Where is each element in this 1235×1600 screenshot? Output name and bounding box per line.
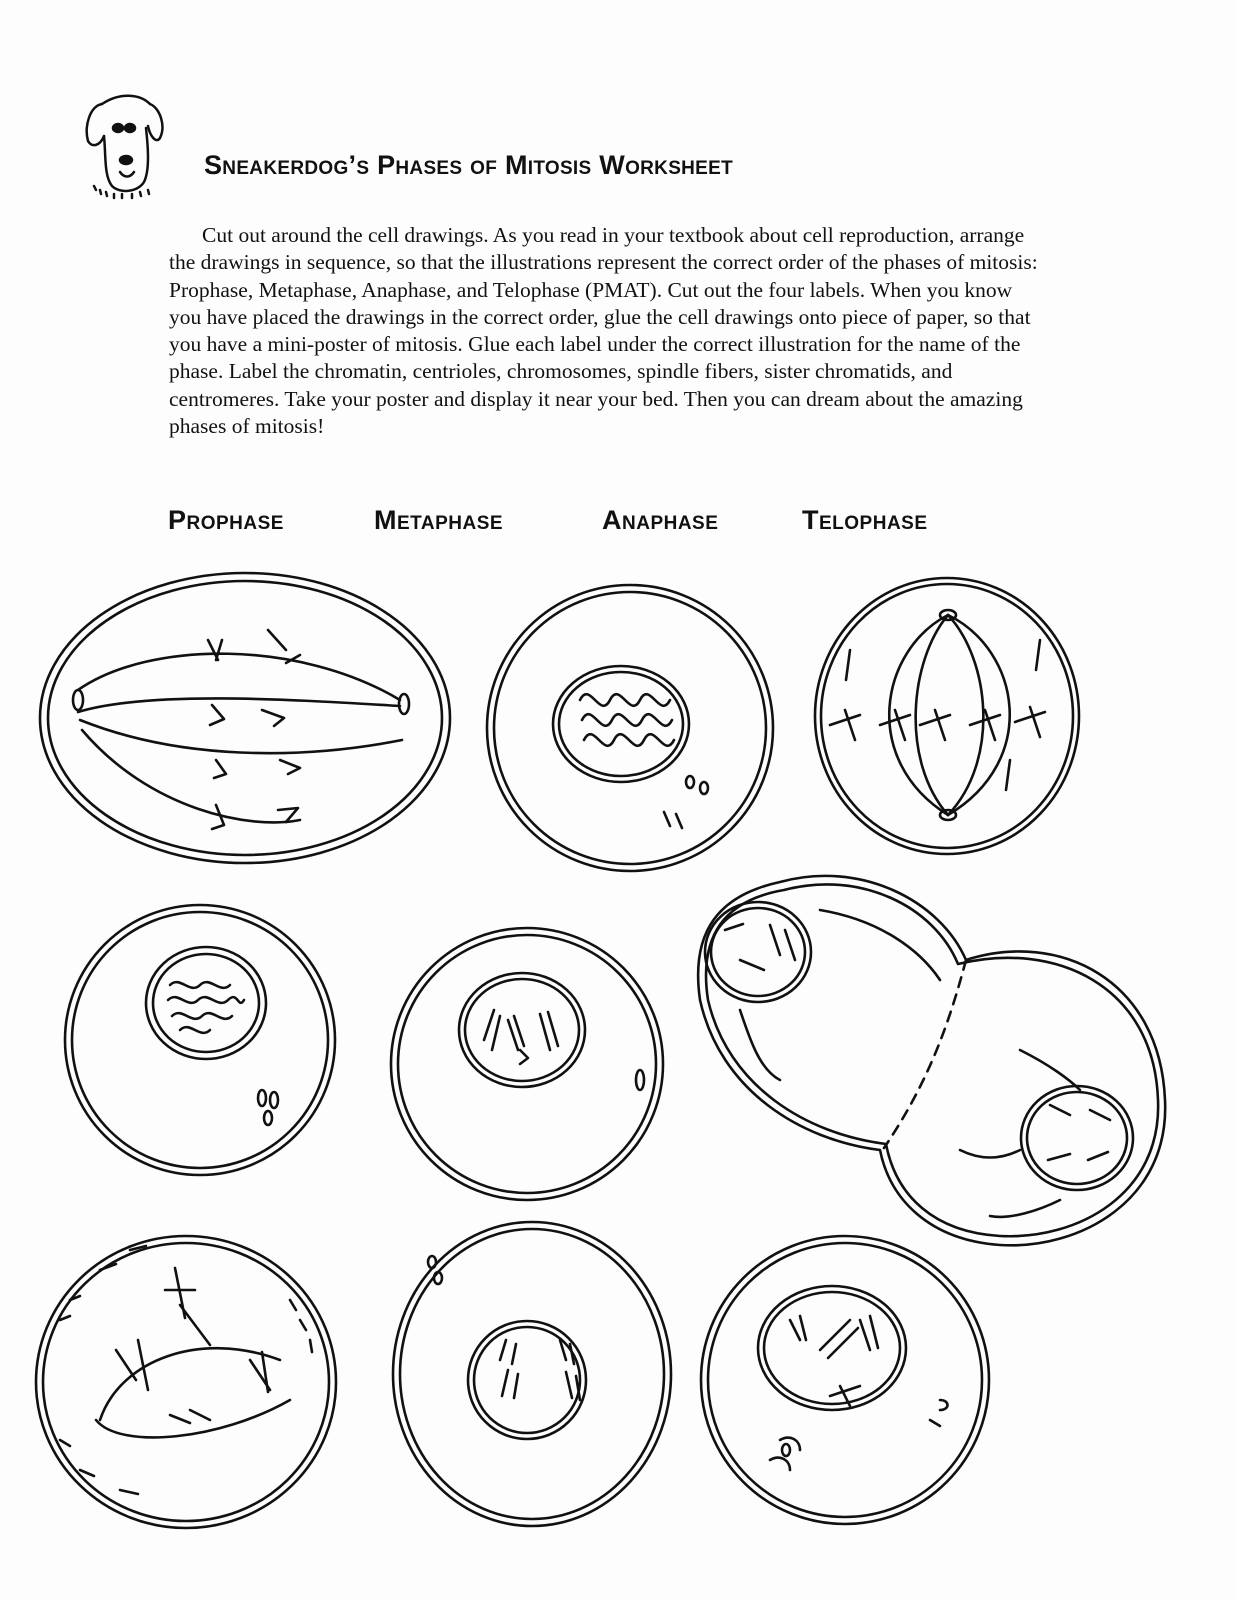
cell-drawing-prometaphase [36,1236,336,1528]
phase-label-metaphase: Metaphase [374,505,504,535]
instructions-paragraph: Cut out around the cell drawings. As you read in your textbook about cell reproduction, arrange the drawings in sequence, so that the illustrations represent the correct order of the phases of mitosis: Prophase, Metaphase, Anaphase, and Telophase (PMAT). Cut out the four labels. When you know you have placed the drawings in the correct order, glue the cell drawings onto piece of paper, so that you have a mini-poster of mitosis. Glue each label under the correct illustration for the name of the phase. Label the chromatin, centrioles, chromosomes, spindle fibers, sister chromatids, and centromeres. Take your poster and display it near your bed. Then you can dream about the amazing phases of mitosis! [169,223,1038,439]
cell-drawing-interphase [65,905,335,1175]
phase-label-anaphase: Anaphase [602,505,719,535]
phase-label-prophase: Prophase [168,505,284,535]
cell-drawing-prophase [391,928,663,1200]
cell-drawing-telophase [698,876,1165,1245]
worksheet-title: Sneakerdog’s Phases of Mitosis Worksheet [204,150,734,180]
cell-drawing-early-prophase [487,585,773,871]
cell-drawing-metaphase [815,578,1079,854]
phase-label-telophase: Telophase [802,505,928,535]
cell-drawing-anaphase [40,573,450,863]
cell-drawing-late-prophase [393,1222,671,1526]
cell-drawing-late-prophase-2 [701,1236,989,1524]
